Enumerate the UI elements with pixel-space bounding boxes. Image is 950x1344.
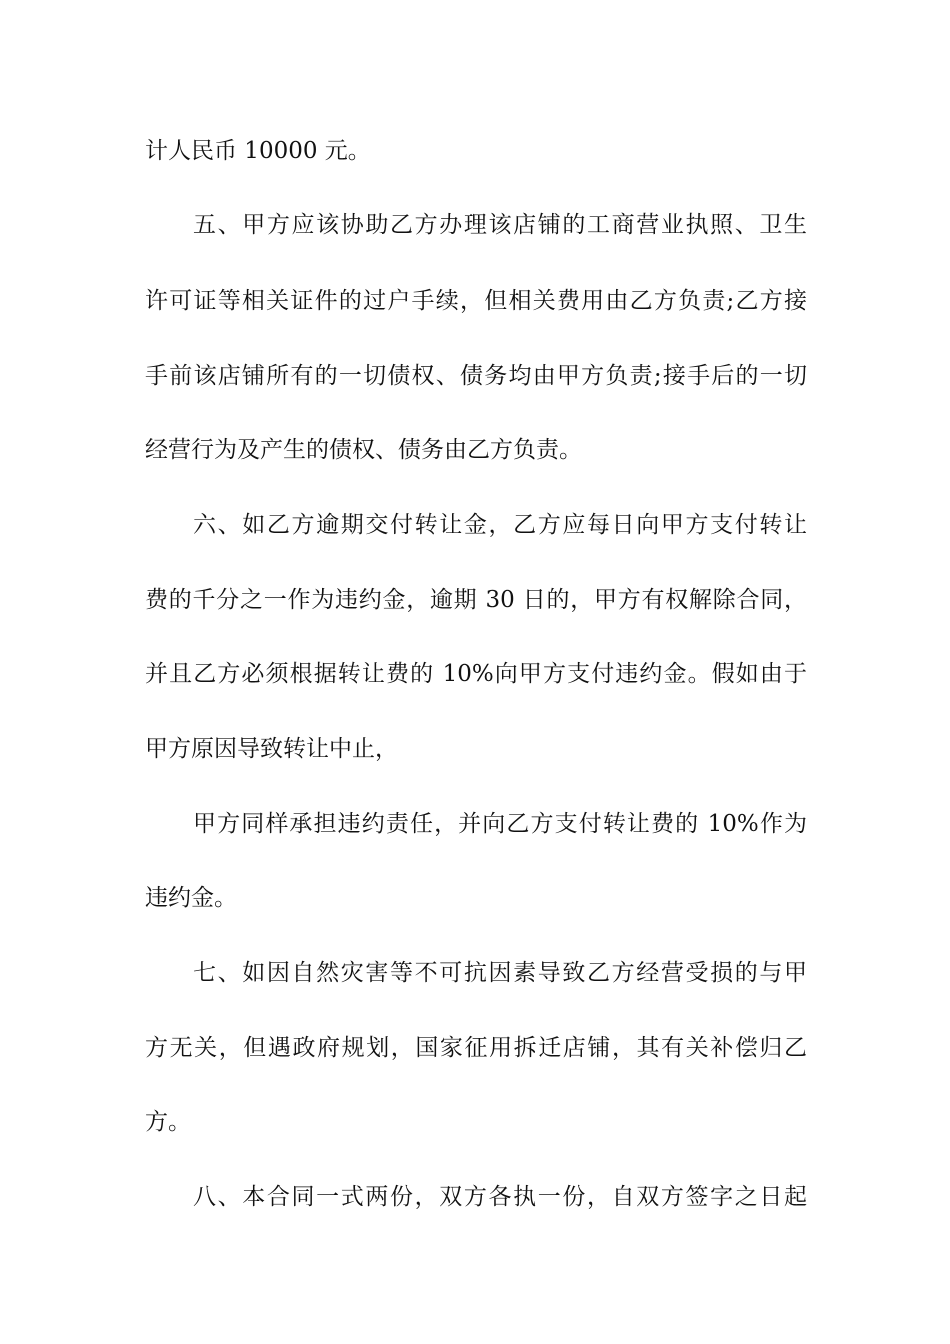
text-line-4: 手前该店铺所有的一切债权、债务均由甲方负责;接手后的一切	[145, 363, 807, 389]
text-line-10: 甲方同样承担违约责任，并向乙方支付转让费的 10%作为	[193, 811, 807, 837]
text-line-5: 经营行为及产生的债权、债务由乙方负责。	[145, 437, 582, 463]
text-line-14: 方。	[145, 1109, 191, 1135]
text-line-7: 费的千分之一作为违约金，逾期 30 日的，甲方有权解除合同，	[145, 587, 807, 613]
text-line-13: 方无关，但遇政府规划，国家征用拆迁店铺，其有关补偿归乙	[145, 1035, 807, 1061]
text-line-3: 许可证等相关证件的过户手续，但相关费用由乙方负责;乙方接	[145, 288, 807, 314]
text-line-2: 五、甲方应该协助乙方办理该店铺的工商营业执照、卫生	[193, 212, 807, 238]
text-line-9: 甲方原因导致转让中止，	[145, 736, 398, 762]
text-line-1: 计人民币 10000 元。	[145, 138, 371, 164]
text-line-8: 并且乙方必须根据转让费的 10%向甲方支付违约金。假如由于	[145, 661, 807, 687]
text-line-6: 六、如乙方逾期交付转让金，乙方应每日向甲方支付转让	[193, 512, 807, 538]
text-line-11: 违约金。	[145, 885, 237, 911]
text-line-15: 八、本合同一式两份，双方各执一份，自双方签字之日起	[193, 1184, 807, 1210]
text-line-12: 七、如因自然灾害等不可抗因素导致乙方经营受损的与甲	[193, 960, 807, 986]
